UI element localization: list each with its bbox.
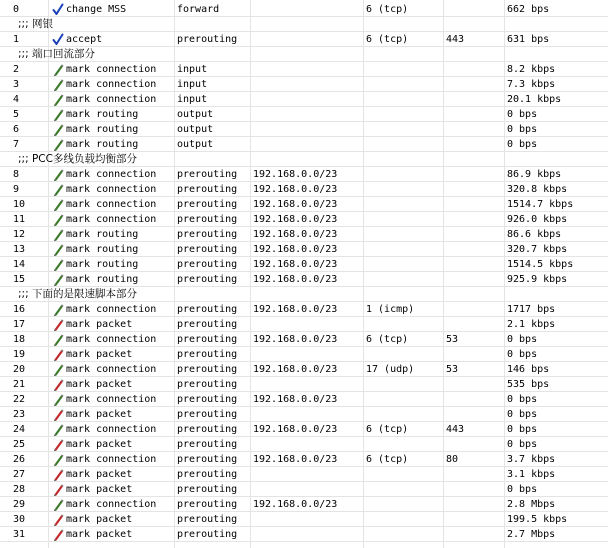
rule-dst-port — [446, 62, 504, 77]
rule-number: 15 — [13, 274, 26, 285]
rule-row[interactable] — [0, 467, 608, 482]
rule-chain: prerouting — [177, 469, 238, 480]
rule-protocol — [366, 317, 444, 332]
rule-rate: 0 bps — [507, 394, 538, 405]
rule-number: 6 — [13, 124, 20, 135]
rule-chain: input — [177, 94, 208, 105]
rule-row[interactable] — [0, 137, 608, 152]
rule-protocol — [366, 407, 444, 422]
rule-chain: prerouting — [177, 304, 238, 315]
rule-action: mark routing — [66, 274, 139, 285]
rule-protocol: 6 (tcp) — [366, 334, 409, 345]
mark-pen-icon — [52, 167, 64, 182]
rule-action: mark connection — [66, 454, 157, 465]
rule-src-address — [253, 437, 363, 452]
rule-src-address — [253, 407, 363, 422]
rule-rate: 631 bps — [507, 34, 550, 45]
rule-src-address — [253, 2, 363, 17]
rule-protocol — [366, 212, 444, 227]
mark-pen-icon — [52, 92, 64, 107]
mark-pen-red-icon — [52, 407, 64, 422]
mark-pen-red-icon — [52, 527, 64, 542]
mark-pen-icon — [52, 452, 64, 467]
rule-action: mark packet — [66, 349, 133, 360]
rule-row[interactable] — [0, 122, 608, 137]
rule-number: 5 — [13, 109, 20, 120]
mark-pen-icon — [52, 212, 64, 227]
rule-action: mark connection — [66, 499, 157, 510]
rule-number: 27 — [13, 469, 26, 480]
rule-chain: prerouting — [177, 259, 238, 270]
rule-dst-port — [446, 392, 504, 407]
rule-action: change MSS — [66, 4, 127, 15]
rule-rate: 86.6 kbps — [507, 229, 562, 240]
rule-rate: 2.8 Mbps — [507, 499, 556, 510]
rule-protocol — [366, 227, 444, 242]
rule-row[interactable] — [0, 2, 608, 17]
rule-src-address — [253, 347, 363, 362]
rule-chain: prerouting — [177, 214, 238, 225]
rule-row[interactable] — [0, 257, 608, 272]
rule-chain: prerouting — [177, 514, 238, 525]
rule-rate: 2.1 kbps — [507, 319, 556, 330]
rule-number: 18 — [13, 334, 26, 345]
rule-rate: 0 bps — [507, 409, 538, 420]
rule-chain: prerouting — [177, 349, 238, 360]
rule-src-address: 192.168.0.0/23 — [253, 214, 338, 225]
rule-src-address — [253, 62, 363, 77]
rule-src-address — [253, 527, 363, 542]
rule-number: 0 — [13, 4, 20, 15]
rule-row[interactable] — [0, 422, 608, 437]
rule-chain: prerouting — [177, 334, 238, 345]
rule-rate: 662 bps — [507, 4, 550, 15]
rule-comment — [0, 17, 608, 32]
rule-number: 8 — [13, 169, 20, 180]
rule-src-address — [253, 107, 363, 122]
rule-action: mark connection — [66, 64, 157, 75]
rule-rate: 0 bps — [507, 124, 538, 135]
rule-rate: 146 bps — [507, 364, 550, 375]
rule-row[interactable] — [0, 527, 608, 542]
mark-pen-icon — [52, 272, 64, 287]
rule-row[interactable] — [0, 317, 608, 332]
rule-number: 26 — [13, 454, 26, 465]
rule-action: mark routing — [66, 229, 139, 240]
comment-text: ;;; 下面的是限速脚本部分 — [18, 288, 137, 300]
rule-src-address — [253, 77, 363, 92]
rule-number: 10 — [13, 199, 26, 210]
mark-pen-icon — [52, 257, 64, 272]
rule-src-address: 192.168.0.0/23 — [253, 499, 338, 510]
rule-dst-port — [446, 2, 504, 17]
rule-comment — [0, 47, 608, 62]
rule-row[interactable] — [0, 497, 608, 512]
rule-row[interactable] — [0, 392, 608, 407]
mark-pen-icon — [52, 392, 64, 407]
rule-number: 20 — [13, 364, 26, 375]
rule-chain: output — [177, 139, 214, 150]
comment-text: ;;; 网银 — [18, 18, 53, 30]
rule-row[interactable] — [0, 482, 608, 497]
rule-src-address — [253, 122, 363, 137]
rule-dst-port — [446, 407, 504, 422]
rule-chain: input — [177, 79, 208, 90]
rule-protocol: 6 (tcp) — [366, 34, 409, 45]
rule-number: 17 — [13, 319, 26, 330]
rule-row[interactable] — [0, 512, 608, 527]
rule-protocol — [366, 497, 444, 512]
rule-dst-port — [446, 272, 504, 287]
rule-chain: prerouting — [177, 424, 238, 435]
rule-protocol — [366, 482, 444, 497]
rule-dst-port — [446, 302, 504, 317]
rule-rate: 535 bps — [507, 379, 550, 390]
rule-number: 13 — [13, 244, 26, 255]
rule-row[interactable] — [0, 107, 608, 122]
rule-action: mark connection — [66, 184, 157, 195]
rule-rate: 0 bps — [507, 139, 538, 150]
mark-pen-icon — [52, 242, 64, 257]
rule-action: mark connection — [66, 169, 157, 180]
rule-action: mark connection — [66, 94, 157, 105]
rule-src-address: 192.168.0.0/23 — [253, 229, 338, 240]
rule-protocol — [366, 167, 444, 182]
rule-rate: 1514.7 kbps — [507, 199, 574, 210]
rule-dst-port — [446, 467, 504, 482]
rule-action: mark connection — [66, 79, 157, 90]
rule-src-address: 192.168.0.0/23 — [253, 169, 338, 180]
rule-protocol — [366, 92, 444, 107]
mark-pen-red-icon — [52, 482, 64, 497]
rule-row[interactable] — [0, 182, 608, 197]
rule-protocol — [366, 107, 444, 122]
rule-number: 2 — [13, 64, 20, 75]
rule-protocol — [366, 122, 444, 137]
rule-src-address — [253, 92, 363, 107]
rule-row[interactable] — [0, 332, 608, 347]
rule-rate: 0 bps — [507, 484, 538, 495]
rule-rate: 0 bps — [507, 349, 538, 360]
rule-src-address — [253, 467, 363, 482]
rule-src-address: 192.168.0.0/23 — [253, 184, 338, 195]
rule-chain: prerouting — [177, 274, 238, 285]
rule-dst-port — [446, 437, 504, 452]
rule-protocol — [366, 77, 444, 92]
rule-action: mark routing — [66, 244, 139, 255]
rule-action: mark packet — [66, 439, 133, 450]
rule-row[interactable] — [0, 227, 608, 242]
rule-action: mark packet — [66, 409, 133, 420]
rule-protocol — [366, 257, 444, 272]
rule-action: mark packet — [66, 484, 133, 495]
rule-dst-port — [446, 482, 504, 497]
rule-protocol: 17 (udp) — [366, 364, 415, 375]
rule-dst-port — [446, 167, 504, 182]
rule-row[interactable] — [0, 77, 608, 92]
rule-protocol: 6 (tcp) — [366, 4, 409, 15]
rule-row[interactable] — [0, 242, 608, 257]
rule-rate: 199.5 kbps — [507, 514, 568, 525]
mark-pen-red-icon — [52, 377, 64, 392]
rule-row[interactable] — [0, 92, 608, 107]
rule-action: mark connection — [66, 334, 157, 345]
rule-row[interactable] — [0, 272, 608, 287]
rule-dst-port — [446, 377, 504, 392]
rule-action: mark packet — [66, 529, 133, 540]
rule-action: mark routing — [66, 139, 139, 150]
mark-pen-icon — [52, 62, 64, 77]
rule-dst-port — [446, 527, 504, 542]
mark-pen-red-icon — [52, 512, 64, 527]
rule-dst-port — [446, 497, 504, 512]
rule-row[interactable] — [0, 437, 608, 452]
rule-rate: 3.7 kbps — [507, 454, 556, 465]
rule-rate: 926.0 kbps — [507, 214, 568, 225]
mark-pen-red-icon — [52, 347, 64, 362]
rule-rate: 320.7 kbps — [507, 244, 568, 255]
mark-pen-icon — [52, 137, 64, 152]
rule-src-address: 192.168.0.0/23 — [253, 424, 338, 435]
rule-dst-port: 443 — [446, 424, 465, 435]
rule-src-address: 192.168.0.0/23 — [253, 454, 338, 465]
rule-rate: 925.9 kbps — [507, 274, 568, 285]
rule-action: mark connection — [66, 364, 157, 375]
rule-protocol — [366, 242, 444, 257]
rule-src-address — [253, 137, 363, 152]
rule-src-address — [253, 317, 363, 332]
mark-pen-icon — [52, 197, 64, 212]
rule-row[interactable] — [0, 32, 608, 47]
rule-number: 11 — [13, 214, 26, 225]
rule-chain: input — [177, 64, 208, 75]
rule-row[interactable] — [0, 377, 608, 392]
rule-comment — [0, 287, 608, 302]
rule-number: 31 — [13, 529, 26, 540]
mark-pen-red-icon — [52, 317, 64, 332]
rule-action: mark connection — [66, 424, 157, 435]
mark-pen-icon — [52, 227, 64, 242]
rule-rate: 0 bps — [507, 334, 538, 345]
rule-number: 1 — [13, 34, 20, 45]
rule-number: 28 — [13, 484, 26, 495]
mark-pen-icon — [52, 497, 64, 512]
rule-action: mark packet — [66, 469, 133, 480]
rule-number: 3 — [13, 79, 20, 90]
rule-protocol — [366, 182, 444, 197]
rule-rate: 86.9 kbps — [507, 169, 562, 180]
rule-row[interactable] — [0, 347, 608, 362]
rule-action: mark connection — [66, 394, 157, 405]
rule-chain: prerouting — [177, 319, 238, 330]
rule-protocol — [366, 62, 444, 77]
rule-chain: output — [177, 124, 214, 135]
rule-dst-port: 53 — [446, 364, 459, 375]
comment-text: ;;; PCC多线负载均衡部分 — [18, 153, 137, 165]
mark-pen-icon — [52, 362, 64, 377]
rule-row[interactable] — [0, 362, 608, 377]
rule-rate: 320.8 kbps — [507, 184, 568, 195]
rule-number: 12 — [13, 229, 26, 240]
rule-dst-port: 53 — [446, 334, 459, 345]
rule-protocol: 1 (icmp) — [366, 304, 415, 315]
rule-rate: 2.7 Mbps — [507, 529, 556, 540]
rule-chain: prerouting — [177, 499, 238, 510]
rule-dst-port — [446, 512, 504, 527]
rule-src-address: 192.168.0.0/23 — [253, 334, 338, 345]
rule-dst-port — [446, 137, 504, 152]
rule-src-address: 192.168.0.0/23 — [253, 259, 338, 270]
rule-dst-port — [446, 92, 504, 107]
mark-pen-icon — [52, 107, 64, 122]
rule-protocol: 6 (tcp) — [366, 424, 409, 435]
rule-row[interactable] — [0, 302, 608, 317]
rule-action: mark packet — [66, 514, 133, 525]
rule-rate: 1514.5 kbps — [507, 259, 574, 270]
rule-protocol — [366, 437, 444, 452]
rule-number: 29 — [13, 499, 26, 510]
rule-chain: prerouting — [177, 454, 238, 465]
rule-protocol: 6 (tcp) — [366, 454, 409, 465]
rule-protocol — [366, 467, 444, 482]
rule-rate: 20.1 kbps — [507, 94, 562, 105]
rule-dst-port — [446, 107, 504, 122]
rule-action: accept — [66, 34, 103, 45]
rule-src-address — [253, 377, 363, 392]
checkmark-icon — [52, 32, 64, 47]
rule-number: 21 — [13, 379, 26, 390]
rule-protocol — [366, 347, 444, 362]
rule-src-address: 192.168.0.0/23 — [253, 364, 338, 375]
rule-rate: 1717 bps — [507, 304, 556, 315]
rule-rate: 0 bps — [507, 439, 538, 450]
rule-action: mark connection — [66, 214, 157, 225]
rule-action: mark routing — [66, 259, 139, 270]
mark-pen-red-icon — [52, 467, 64, 482]
rule-dst-port — [446, 242, 504, 257]
rule-chain: prerouting — [177, 409, 238, 420]
rule-number: 23 — [13, 409, 26, 420]
mark-pen-icon — [52, 182, 64, 197]
rule-chain: prerouting — [177, 379, 238, 390]
rule-chain: prerouting — [177, 184, 238, 195]
rule-action: mark connection — [66, 304, 157, 315]
rule-protocol — [366, 392, 444, 407]
rule-chain: prerouting — [177, 199, 238, 210]
rule-src-address: 192.168.0.0/23 — [253, 304, 338, 315]
rule-row[interactable] — [0, 407, 608, 422]
rule-dst-port — [446, 182, 504, 197]
rule-chain: prerouting — [177, 529, 238, 540]
rule-src-address: 192.168.0.0/23 — [253, 199, 338, 210]
rule-dst-port: 80 — [446, 454, 459, 465]
rule-chain: prerouting — [177, 169, 238, 180]
rule-chain: prerouting — [177, 364, 238, 375]
rule-action: mark packet — [66, 379, 133, 390]
rule-dst-port — [446, 227, 504, 242]
rule-protocol — [366, 197, 444, 212]
mark-pen-icon — [52, 77, 64, 92]
rule-protocol — [366, 137, 444, 152]
rule-number: 7 — [13, 139, 20, 150]
rule-chain: prerouting — [177, 394, 238, 405]
rule-action: mark packet — [66, 319, 133, 330]
rule-number: 30 — [13, 514, 26, 525]
rule-number: 9 — [13, 184, 20, 195]
rule-row[interactable] — [0, 197, 608, 212]
rule-chain: prerouting — [177, 484, 238, 495]
mark-pen-icon — [52, 122, 64, 137]
rule-protocol — [366, 512, 444, 527]
rule-row[interactable] — [0, 212, 608, 227]
mark-pen-icon — [52, 332, 64, 347]
rule-number: 22 — [13, 394, 26, 405]
rule-src-address: 192.168.0.0/23 — [253, 244, 338, 255]
rule-number: 14 — [13, 259, 26, 270]
rule-rate: 7.3 kbps — [507, 79, 556, 90]
rule-chain: forward — [177, 4, 220, 15]
mark-pen-icon — [52, 422, 64, 437]
rule-dst-port — [446, 197, 504, 212]
mark-pen-icon — [52, 302, 64, 317]
rule-dst-port — [446, 347, 504, 362]
rule-rate: 8.2 kbps — [507, 64, 556, 75]
rule-rate: 0 bps — [507, 424, 538, 435]
rule-number: 24 — [13, 424, 26, 435]
checkmark-icon — [52, 2, 64, 17]
rule-chain: prerouting — [177, 244, 238, 255]
rule-row[interactable] — [0, 62, 608, 77]
rule-dst-port — [446, 317, 504, 332]
mark-pen-red-icon — [52, 437, 64, 452]
rule-row[interactable] — [0, 167, 608, 182]
rule-chain: output — [177, 109, 214, 120]
rule-dst-port: 443 — [446, 34, 465, 45]
rule-comment — [0, 152, 608, 167]
rule-dst-port — [446, 257, 504, 272]
rule-dst-port — [446, 212, 504, 227]
rule-chain: prerouting — [177, 439, 238, 450]
rule-number: 16 — [13, 304, 26, 315]
rule-rate: 0 bps — [507, 109, 538, 120]
rule-src-address: 192.168.0.0/23 — [253, 394, 338, 405]
rule-src-address — [253, 482, 363, 497]
rule-number: 4 — [13, 94, 20, 105]
rule-protocol — [366, 272, 444, 287]
rule-src-address: 192.168.0.0/23 — [253, 274, 338, 285]
rule-action: mark connection — [66, 199, 157, 210]
rule-rate: 3.1 kbps — [507, 469, 556, 480]
rule-protocol — [366, 377, 444, 392]
rule-action: mark routing — [66, 109, 139, 120]
rule-row[interactable] — [0, 452, 608, 467]
rule-number: 19 — [13, 349, 26, 360]
rule-dst-port — [446, 122, 504, 137]
rule-src-address — [253, 512, 363, 527]
rule-src-address — [253, 32, 363, 47]
rule-number: 25 — [13, 439, 26, 450]
rule-chain: prerouting — [177, 229, 238, 240]
rule-dst-port — [446, 77, 504, 92]
comment-text: ;;; 端口回流部分 — [18, 48, 95, 60]
rule-action: mark routing — [66, 124, 139, 135]
rule-protocol — [366, 527, 444, 542]
rule-chain: prerouting — [177, 34, 238, 45]
